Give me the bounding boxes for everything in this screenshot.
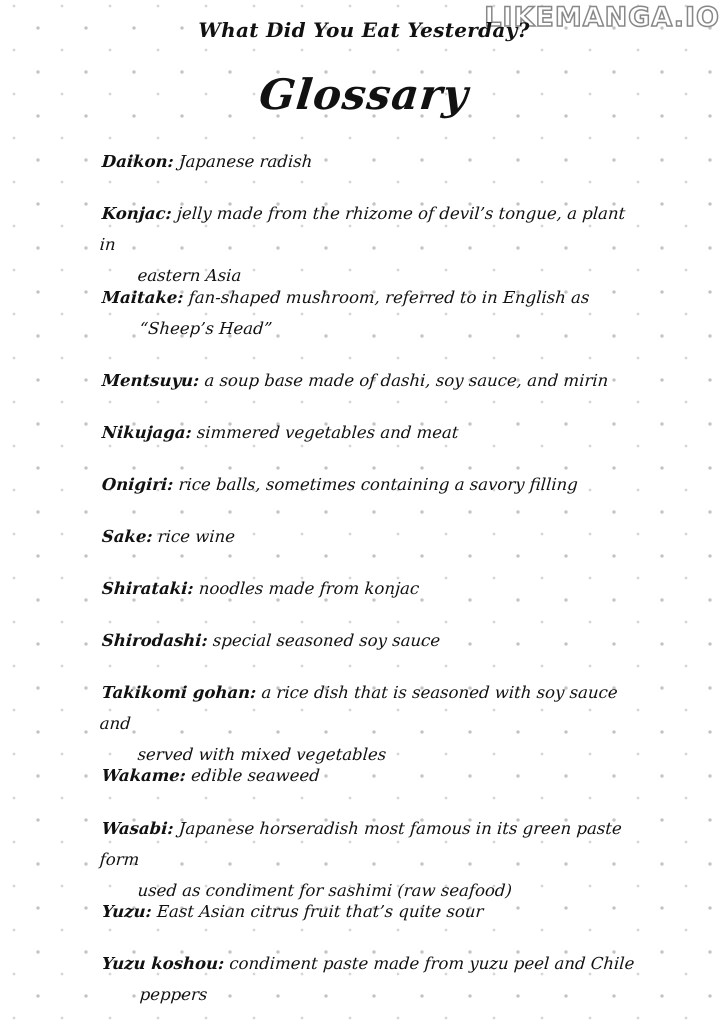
entry-definition: Japanese radish [173,152,314,171]
glossary-entry-wakame [101,760,643,791]
entry-definition: Japanese horseradish most famous in its green paste form [99,819,623,869]
entry-definition-continued: peppers [139,985,208,1004]
entry-definition: rice balls, sometimes containing a savory filling [172,475,579,494]
entry-term: Yuzu koshou: [101,954,225,973]
entry-term: Konjac: [101,204,173,223]
entry-term: Yuzu: [101,902,153,921]
glossary-entry-konjac [96,198,643,291]
entry-definition: jelly made from the rhizome of devil’s tongue, a plant in [99,204,626,254]
glossary-entry-maitake [99,282,643,344]
entry-definition-continued: used as condiment for sashimi (raw seafood) [136,881,513,900]
entry-definition: East Asian citrus fruit that’s quite sour [151,902,485,921]
entry-term: Onigiri: [101,475,175,494]
entry-term: Wasabi: [101,819,175,838]
entry-definition: rice wine [151,527,236,546]
entry-definition: fan-shaped mushroom, referred to in English as [182,288,591,307]
page-title: Glossary [256,70,472,119]
entry-definition-continued: served with mixed vegetables [136,745,387,764]
entry-definition: edible seaweed [185,766,321,785]
site-watermark: LIKEMANGA.IO [484,2,720,33]
entry-term: Nikujaga: [101,423,193,442]
entry-term: Maitake: [101,288,185,307]
glossary-entry-nikujaga [101,417,643,448]
glossary-entry-mentsuyu [101,365,643,396]
glossary-entry-wasabi [96,813,643,906]
entry-definition: noodles made from konjac [192,579,420,598]
entry-term: Takikomi gohan: [101,683,257,702]
glossary-entry-takikomi-gohan [96,677,643,770]
entry-term: Sake: [101,527,154,546]
glossary-entry-onigiri [101,469,643,500]
entry-term: Wakame: [101,766,187,785]
entry-term: Shirodashi: [101,631,209,650]
entry-definition-continued: eastern Asia [136,266,242,285]
entry-definition: condiment paste made from yuzu peel and Chile [223,954,636,973]
series-title: What Did You Eat Yesterday? [198,18,530,42]
glossary-entry-shirataki [101,573,643,604]
entry-definition: simmered vegetables and meat [191,423,460,442]
entry-term: Daikon: [101,152,175,171]
entry-definition: a rice dish that is seasoned with soy sauce and [99,683,619,733]
glossary-entry-shirodashi [101,625,643,656]
glossary-entry-sake [101,521,643,552]
entry-term: Shirataki: [101,579,195,598]
entry-definition: special seasoned soy sauce [207,631,441,650]
entry-term: Mentsuyu: [101,371,200,390]
entry-definition: a soup base made of dashi, soy sauce, and mirin [198,371,609,390]
glossary-entry-yuzu [101,896,643,927]
entry-definition-continued: “Sheep’s Head” [139,319,273,338]
glossary-entry-daikon [101,146,643,177]
glossary-entry-yuzu-koshou [99,948,643,1010]
